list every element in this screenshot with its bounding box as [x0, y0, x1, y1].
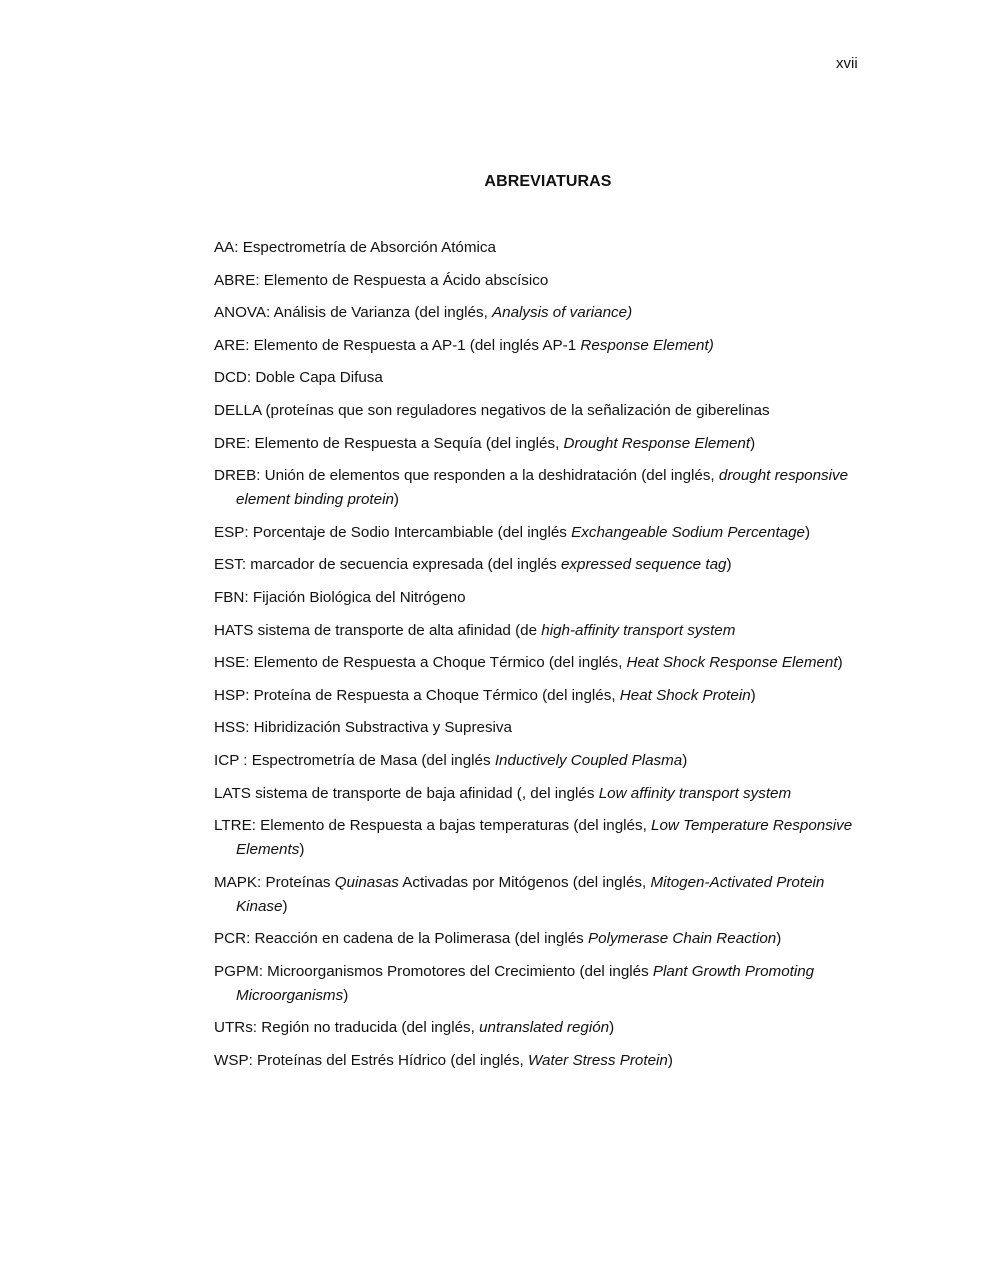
entry-text: ) — [282, 897, 288, 915]
abbreviation-entry — [214, 684, 854, 708]
abbreviation-entry — [214, 871, 854, 919]
entry-text-italic: Heat Shock Response Element — [626, 654, 838, 672]
entry-text: HSS: Hibridización Substractiva y Supresiva — [214, 719, 512, 737]
abbreviation-entry — [214, 927, 854, 951]
entry-text: ESP: Porcentaje de Sodio Intercambiable (del inglés — [214, 523, 572, 541]
entry-text: ANOVA: Análisis de Varianza (del inglés, — [214, 304, 493, 322]
entry-text: ICP : Espectrometría de Masa (del inglés — [214, 751, 495, 769]
entry-text: ) — [750, 434, 756, 452]
entry-text: HATS sistema de transporte de alta afinidad (de — [214, 621, 542, 639]
entry-text: ) — [393, 491, 399, 509]
entry-text: DCD: Doble Capa Difusa — [214, 369, 383, 387]
abbreviation-entry — [214, 236, 854, 260]
entry-text: UTRs: Región no traducida (del inglés, — [214, 1019, 480, 1037]
abbreviation-entry — [214, 782, 854, 806]
abbreviation-entry — [214, 716, 854, 740]
entry-text: FBN: Fijación Biológica del Nitrógeno — [214, 588, 466, 606]
entry-text-italic: Low Temperature Responsive Elements — [236, 817, 853, 859]
abbreviation-list — [214, 236, 854, 1082]
abbreviation-entry — [214, 334, 854, 358]
entry-text-italic: drought responsive element binding protein — [236, 467, 849, 509]
abbreviation-entry — [214, 814, 854, 862]
entry-text-italic: Heat Shock Protein — [619, 686, 751, 704]
abbreviation-entry — [214, 749, 854, 773]
entry-text-italic: Drought Response Element — [563, 434, 751, 452]
entry-text: LATS sistema de transporte de baja afinidad (, del inglés — [214, 784, 599, 802]
page-number: xvii — [836, 55, 858, 72]
entry-text: ) — [776, 930, 782, 948]
entry-text: PGPM: Microorganismos Promotores del Crecimiento (del inglés — [214, 962, 653, 980]
entry-text: ABRE: Elemento de Respuesta a Ácido abscísico — [214, 271, 549, 289]
abbreviation-entry — [214, 1049, 854, 1073]
abbreviation-entry — [214, 464, 854, 512]
entry-text: ) — [343, 986, 349, 1004]
abbreviation-entry — [214, 553, 854, 577]
abbreviation-entry — [214, 960, 854, 1008]
entry-text-italic: Inductively Coupled Plasma — [494, 751, 683, 769]
entry-text: ) — [682, 751, 688, 769]
abbreviation-entry — [214, 269, 854, 293]
entry-text: DRE: Elemento de Respuesta a Sequía (del inglés, — [214, 434, 564, 452]
entry-text-italic: expressed sequence tag — [560, 556, 727, 574]
entry-text: ) — [805, 523, 811, 541]
abbreviation-entry — [214, 366, 854, 390]
entry-text: LTRE: Elemento de Respuesta a bajas temperaturas (del inglés, — [214, 817, 652, 835]
entry-text: ARE: Elemento de Respuesta a AP-1 (del inglés AP-1 — [214, 336, 581, 354]
entry-text: ) — [750, 686, 756, 704]
entry-text: ) — [667, 1052, 673, 1070]
entry-text: WSP: Proteínas del Estrés Hídrico (del inglés, — [214, 1052, 528, 1070]
entry-text: DELLA (proteínas que son reguladores negativos de la señalización de giberelinas — [214, 401, 770, 419]
entry-text: ) — [837, 654, 843, 672]
entry-text-italic: Mitogen-Activated Protein Kinase — [236, 873, 825, 915]
entry-text: ) — [299, 841, 305, 859]
abbreviation-entry — [214, 521, 854, 545]
entry-text-italic: Polymerase Chain Reaction — [588, 930, 777, 948]
page-title: ABREVIATURAS — [484, 173, 612, 190]
abbreviation-entry — [214, 586, 854, 610]
abbreviation-entry — [214, 619, 854, 643]
entry-text: DREB: Unión de elementos que responden a la deshidratación (del inglés, — [214, 467, 719, 485]
abbreviation-entry — [214, 651, 854, 675]
abbreviation-entry — [214, 301, 854, 325]
abbreviation-entry — [214, 432, 854, 456]
entry-text-italic: Water Stress Protein — [528, 1052, 668, 1070]
entry-text: HSE: Elemento de Respuesta a Choque Térmico (del inglés, — [214, 654, 627, 672]
entry-text: ) — [609, 1019, 615, 1037]
entry-text: Activadas por Mitógenos (del inglés, — [398, 873, 651, 891]
entry-text: ) — [726, 556, 732, 574]
entry-text-italic: Plant Growth Promoting Microorganisms — [236, 962, 815, 1004]
entry-text-italic: untranslated región — [479, 1019, 610, 1037]
abbreviation-entry — [214, 399, 854, 423]
entry-text-italic: Low affinity transport system — [598, 784, 792, 802]
entry-text: HSP: Proteína de Respuesta a Choque Térmico (del inglés, — [214, 686, 620, 704]
abbreviation-entry — [214, 1016, 854, 1040]
entry-text-italic: Response Element) — [580, 336, 714, 354]
entry-text-italic: Quinasas — [334, 873, 399, 891]
entry-text-italic: Exchangeable Sodium Percentage — [571, 523, 806, 541]
entry-text-italic: Analysis of variance) — [492, 304, 633, 322]
entry-text: MAPK: Proteínas — [214, 873, 335, 891]
entry-text: PCR: Reacción en cadena de la Polimerasa (del inglés — [214, 930, 588, 948]
entry-text: EST: marcador de secuencia expresada (del inglés — [214, 556, 561, 574]
entry-text: AA: Espectrometría de Absorción Atómica — [214, 239, 496, 256]
entry-text-italic: high-affinity transport system — [541, 621, 736, 639]
